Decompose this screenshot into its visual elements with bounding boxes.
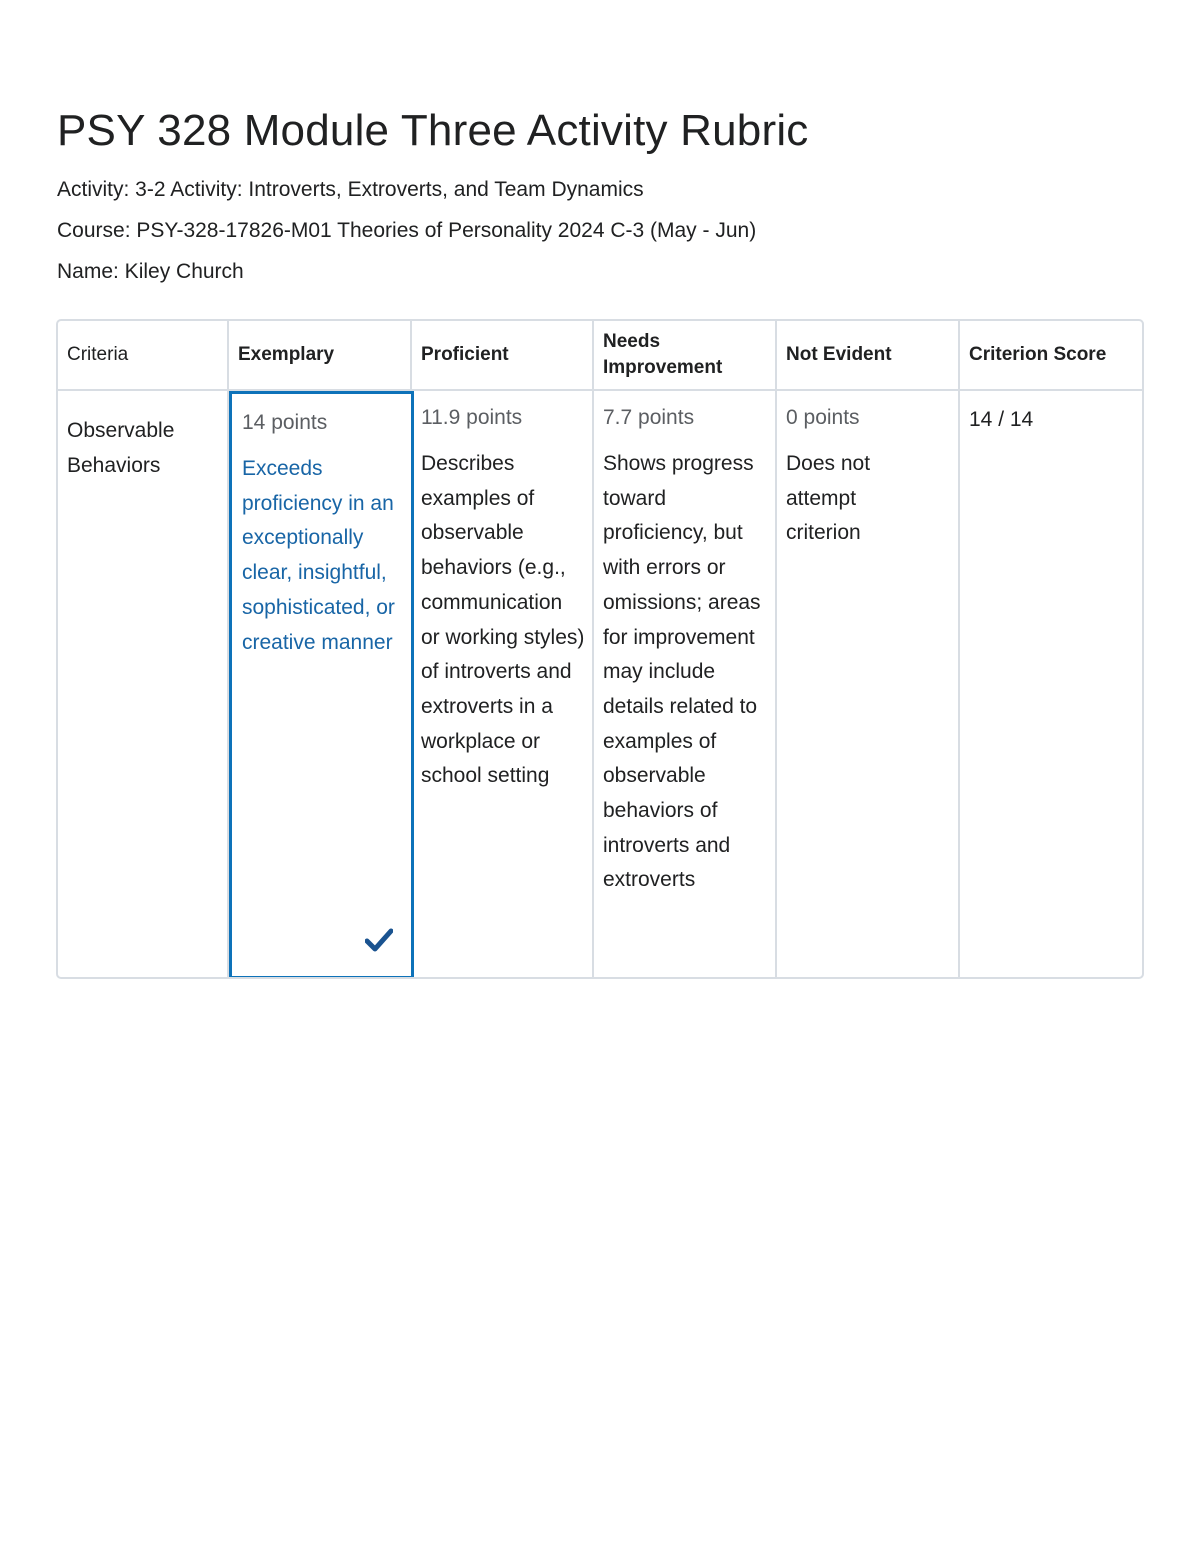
header-proficient: Proficient <box>412 321 594 391</box>
proficient-description: Describes examples of observable behaviors (e.g., communication or working styles) of introverts and extroverts in a workplace or school setting <box>421 452 585 788</box>
needs-improvement-points: 7.7 points <box>603 406 695 429</box>
course-line: Course: PSY-328-17826-M01 Theories of Personality 2024 C-3 (May - Jun) <box>57 219 757 242</box>
needs-improvement-description: Shows progress toward proficiency, but with errors or omissions; areas for improvement may include details related to examples of observable behaviors of introverts and extroverts <box>603 452 761 892</box>
header-needs-improvement <box>594 321 777 391</box>
not-evident-points: 0 points <box>786 406 860 429</box>
header-criteria: Criteria <box>58 321 229 391</box>
criterion-score-cell <box>960 391 1144 977</box>
not-evident-description: Does not attempt criterion <box>786 452 871 545</box>
checkmark-icon <box>365 928 393 952</box>
student-name-line: Name: Kiley Church <box>57 260 244 283</box>
rubric-table <box>56 319 1144 979</box>
needs-improvement-cell[interactable] <box>594 391 777 977</box>
not-evident-cell[interactable] <box>777 391 960 977</box>
header-exemplary: Exemplary <box>229 321 412 391</box>
header-needs-improvement-label: Needs Improvement <box>603 331 723 378</box>
header-criterion-score: Criterion Score <box>960 321 1144 391</box>
page-title: PSY 328 Module Three Activity Rubric <box>57 106 809 155</box>
header-not-evident: Not Evident <box>777 321 960 391</box>
exemplary-cell-selected[interactable] <box>229 391 414 979</box>
activity-line: Activity: 3-2 Activity: Introverts, Extroverts, and Team Dynamics <box>57 178 644 201</box>
criterion-name: Observable Behaviors <box>67 419 175 477</box>
proficient-points: 11.9 points <box>421 406 523 429</box>
criterion-cell <box>58 391 229 977</box>
exemplary-points: 14 points <box>242 411 328 434</box>
proficient-cell[interactable] <box>412 391 594 977</box>
exemplary-description: Exceeds proficiency in an exceptionally clear, insightful, sophisticated, or creative manner <box>242 457 395 654</box>
criterion-score-value: 14 / 14 <box>969 408 1034 431</box>
